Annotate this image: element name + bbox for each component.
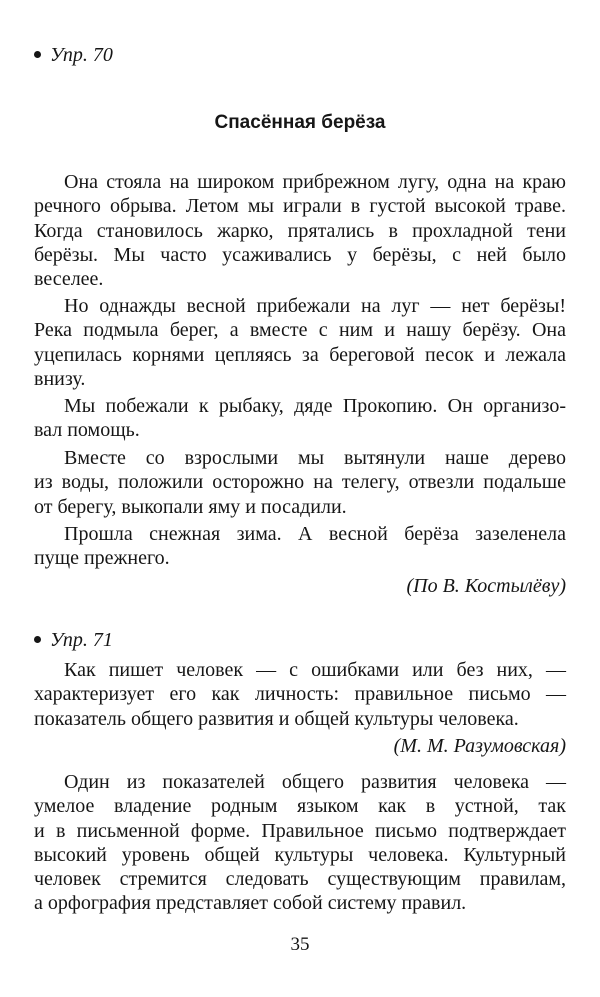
paragraph-3 [34,394,566,443]
text-line: человек стремится следовать существующим правилам, [34,868,566,891]
text-line: Мы побежали к рыбаку, дяде Прокопию. Он организо- [64,395,566,417]
text-title: Спасённая берёза [214,112,386,133]
exercise-70-label: Упр. 70 [34,45,113,65]
text-line: а орфография представляет собой систему правил. [34,892,467,915]
page-number: 35 [290,934,310,955]
exercise-71-text [34,770,566,916]
text-line: от берегу, выкопали яму и посадили. [34,495,347,518]
text-line: высокий уровень общей культуры человека. Культурный [34,843,566,866]
text-line: Но однажды весной прибежали на луг — нет берёзы! [64,295,566,317]
text-line: Когда становилось жарко, прятались в прохладной тени [34,219,566,242]
bullet-icon [34,636,41,643]
text-line: речного обрыва. Летом мы играли в густой высокой траве. [34,195,566,218]
text-line: Прошла снежная зима. А весной берёза зазеленела [64,523,566,545]
text-line: Один из показателей общего развития человека — [64,771,566,793]
exercise-71-label: Упр. 71 [34,630,113,650]
paragraph-2 [34,294,566,391]
text-line: уцепилась корнями цепляясь за береговой песок и лежала [34,343,566,366]
text-line: характеризует его как личность: правильное письмо — [34,683,566,706]
quote-author: (М. М. Разумовская) [393,735,566,757]
paragraph-1 [34,170,566,291]
text-line: из воды, положили осторожно на телегу, отвезли подальше [34,471,566,494]
text-line: и в письменной форме. Правильное письмо подтверждает [34,819,566,842]
bullet-icon [34,51,41,58]
text-line: берёзы. Мы часто усаживались у берёзы, с ней было [34,243,566,266]
paragraph-4 [34,446,566,519]
paragraph-5 [34,522,566,571]
text-source: (По В. Костылёву) [406,575,566,597]
text-line: внизу. [34,367,86,390]
text-line: вал помощь. [34,419,140,442]
text-line: веселее. [34,268,104,291]
text-line: умелое владение родным языком как в устной, так [34,795,566,818]
text-line: Река подмыла берег, а вместе с ним и нашу берёзу. Она [34,319,566,342]
text-line: Вместе со взрослыми мы вытянули наше дерево [64,447,566,469]
text-line: Она стояла на широком прибрежном лугу, одна на краю [64,171,566,193]
text-line: пуще прежнего. [34,547,170,570]
epigraph-quote [34,658,566,731]
text-line: показатель общего развития и общей культуры человека. [34,707,519,730]
text-line: Как пишет человек — с ошибками или без них, — [64,659,566,681]
